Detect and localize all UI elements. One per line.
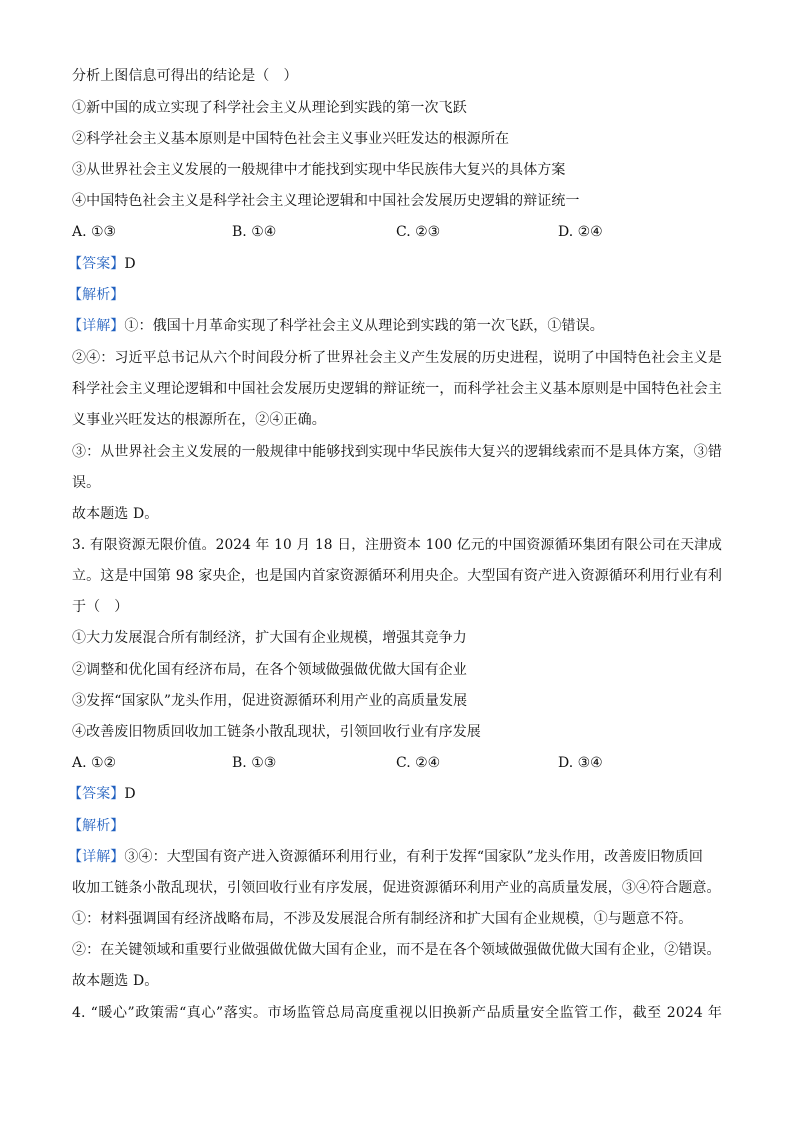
q2-detail-line-3: 科学社会主义理论逻辑和中国社会发展历史逻辑的辩证统一，而科学社会主义基本原则是中国特色社会主: [72, 381, 722, 397]
q3-detail-line-2: 收加工链条小散乱现状，引领回收行业有序发展，促进资源循环利用产业的高质量发展，③④符合题意。: [72, 880, 721, 896]
q2-detail-line-4: 义事业兴旺发达的根源所在，②④正确。: [72, 412, 326, 428]
q3-conclusion: 故本题选 D。: [72, 973, 159, 989]
q3-detail-line-3: ①：材料强调国有经济战略布局，不涉及发展混合所有制经济和扩大国有企业规模，①与题意不符。: [72, 911, 693, 927]
q3-stem-line-3: 于（ ）: [72, 599, 129, 615]
q2-stem: 分析上图信息可得出的结论是（ ）: [72, 68, 298, 84]
q2-detail-text-1: ①：俄国十月革命实现了科学社会主义从理论到实践的第一次飞跃，①错误。: [124, 318, 604, 334]
q2-option-d: D. ②④: [558, 224, 603, 240]
q2-conclusion: 故本题选 D。: [72, 506, 159, 522]
q2-item-1: ①新中国的成立实现了科学社会主义从理论到实践的第一次飞跃: [72, 100, 467, 116]
q3-detail-line-1: [68, 847, 718, 867]
q3-item-1: ①大力发展混合所有制经济，扩大国有企业规模，增强其竞争力: [72, 630, 467, 646]
q3-detail-tag: 【详解】: [68, 849, 125, 865]
q3-answer-tag: 【答案】: [68, 786, 125, 802]
q3-detail-line-4: ②：在关键领域和重要行业做强做优做大国有企业，而不是在各个领域做强做优做大国有企业，②错误。: [72, 942, 721, 958]
q3-item-3: ③发挥“国家队”龙头作用，促进资源循环利用产业的高质量发展: [72, 693, 468, 709]
q2-analysis-tag: 【解析】: [68, 287, 125, 303]
q2-detail-line-6: 误。: [72, 475, 101, 491]
q3-option-d: D. ③④: [558, 755, 603, 771]
q2-detail-tag: 【详解】: [68, 318, 125, 334]
q3-analysis-tag: 【解析】: [68, 818, 125, 834]
q2-item-3: ③从世界社会主义发展的一般规律中才能找到实现中华民族伟大复兴的具体方案: [72, 162, 566, 178]
q2-option-a: A. ①③: [72, 224, 117, 240]
q3-option-b: B. ①③: [232, 755, 277, 771]
q3-item-2: ②调整和优化国有经济布局，在各个领域做强做优做大国有企业: [72, 662, 467, 678]
q4-stem: 4. “暖心”政策需“真心”落实。市场监管总局高度重视以旧换新产品质量安全监管工作，截至 2024 年: [72, 1005, 722, 1021]
q2-answer-tag: 【答案】: [68, 256, 125, 272]
q2-option-b: B. ①④: [232, 224, 277, 240]
q3-stem-line-1: 3. 有限资源无限价值。2024 年 10 月 18 日，注册资本 100 亿元的中国资源循环集团有限公司在天津成: [72, 537, 722, 553]
q2-item-4: ④中国特色社会主义是科学社会主义理论逻辑和中国社会发展历史逻辑的辩证统一: [72, 193, 580, 209]
q2-detail-line-5: ③：从世界社会主义发展的一般规律中能够找到实现中华民族伟大复兴的逻辑线索而不是具体方案，③错: [72, 444, 722, 460]
q3-option-a: A. ①②: [72, 755, 117, 771]
q3-detail-text-1: ③④：大型国有资产进入资源循环利用行业，有利于发挥“国家队”龙头作用，改善废旧物质回: [124, 849, 703, 865]
q3-answer: [68, 784, 718, 804]
q2-detail-line-1: [68, 316, 718, 336]
q3-option-c: C. ②④: [396, 755, 441, 771]
q2-answer: [68, 254, 718, 274]
q3-stem-line-2: 立。这是中国第 98 家央企，也是国内首家资源循环利用央企。大型国有资产进入资源循环利用行业有利: [72, 568, 722, 584]
q3-item-4: ④改善废旧物质回收加工链条小散乱现状，引领回收行业有序发展: [72, 724, 481, 740]
q2-option-c: C. ②③: [396, 224, 441, 240]
q3-answer-value: D: [124, 786, 136, 802]
q2-item-2: ②科学社会主义基本原则是中国特色社会主义事业兴旺发达的根源所在: [72, 131, 510, 147]
q2-detail-line-2: ②④：习近平总书记从六个时间段分析了世界社会主义产生发展的历史进程，说明了中国特色社会主义是: [72, 350, 722, 366]
q2-answer-value: D: [124, 256, 136, 272]
